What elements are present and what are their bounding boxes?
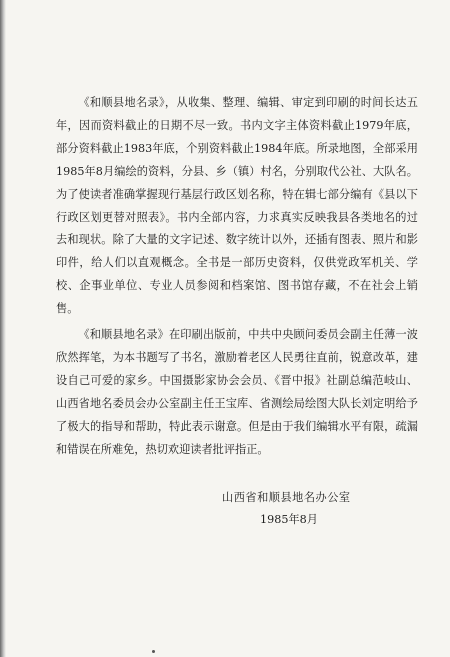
paragraph-2: 《和顺县地名录》在印刷出版前，中共中央顾问委员会副主任薄一波欣然挥笔，为本书题写了书名，激励着老区人民勇往直前，锐意改革，建设自己可爱的家乡。中国摄影家协会会员、《晋中报》社副总编范岐山、山西省地名委员会办公室副主任王宝库、省测绘局绘图大队长刘定明给予了极大的指导和帮助，特此表示谢意。但是由于我们编辑水平有限，疏漏和错误在所难免，热切欢迎读者批评指正。 (56, 328, 418, 456)
scan-edge-shadow (0, 0, 6, 657)
signature-date: 1985年8月 (260, 513, 318, 526)
paragraph-1: 《和顺县地名录》，从收集、整理、编辑、审定到印刷的时间长达五年，因而资料截止的日期不尽一致。书内文字主体资料截止1979年底，部分资料截止1983年底，个别资料截止1984年底。所录地图，全部采用1985年8月编绘的资料，分县、乡（镇）村名，分别取代公社、大队名。为了使读者准确掌握现行基层行政区划名称，特在辑七部分编有《县以下行政区划更替对照表》。书内全部内容，力求真实反映我县各类地名的过去和现状。除了大量的文字记述、数字统计以外，还插有图表、照片和影印件，给人们以直观概念。全书是一部历史资料，仅供党政军机关、学校、企事业单位、专业人员参阅和档案馆、图书馆存藏，不在社会上销售。 (56, 96, 418, 316)
document-body (56, 92, 418, 462)
scan-speck (152, 650, 155, 653)
signature-block (222, 487, 402, 531)
signature-organization: 山西省和顺县地名办公室 (222, 491, 351, 504)
